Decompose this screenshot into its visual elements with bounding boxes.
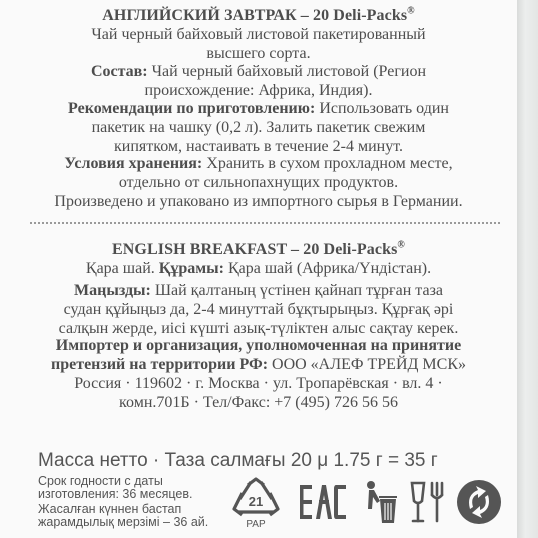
- ru-title: АНГЛИЙСКИЙ ЗАВТРАК – 20 Deli-Packs®: [102, 5, 415, 24]
- dotted-separator: [30, 222, 500, 224]
- importer-line-1: Импортер и организация, уполномоченная на принятие: [55, 337, 462, 354]
- address-line-2: комн.701Б · Тел/Факс: +7 (495) 726 56 56: [119, 394, 398, 411]
- svg-text:21: 21: [248, 494, 264, 509]
- kz-usage: Маңызды: Шай қалтаның үстінен қайнап тұрған таза судан құйыңыз да, 2-4 минуттай бұқтырыңыз. Құрғақ әрі салқын жерде, иісі күшті азық-түліктен алыс сақтау керек.: [58, 282, 459, 337]
- ru-storage-label: Условия хранения:: [64, 155, 203, 172]
- kz-composition-label: Құрамы:: [158, 260, 224, 277]
- shelf-life-kz: Жасалған күннен бастап жарамдылық мерзімі – 36 ай.: [38, 502, 209, 529]
- food-safe-glass-fork-icon: [410, 481, 446, 523]
- ru-desc-line-1: Чай черный байховый листовой пакетированный: [91, 26, 426, 43]
- address-line-1: Россия · 119602 · г. Москва · ул. Тропарёвская · вл. 4 ·: [74, 375, 443, 392]
- ru-recommend-label: Рекомендации по приготовлению:: [68, 100, 316, 117]
- package-edge: [517, 0, 538, 538]
- recycle-21-pap-icon: [230, 477, 282, 531]
- kz-section: ENGLISH BREAKFAST – 20 Deli-Packs® Қара шай. Құрамы: Қара шай (Африка/Үндістан).: [0, 240, 517, 278]
- svg-text:PAP: PAP: [246, 519, 266, 530]
- ru-composition: Состав: Чай черный байховый листовой (Регион происхождение: Африка, Индия).: [90, 63, 427, 99]
- ru-desc-line-2: высшего сорта.: [206, 45, 311, 62]
- importer-info: Импортер и организация, уполномоченная на принятие претензий на территории РФ: ООО «АЛЕФ ТРЕЙД МСК» Россия · 119602 · г. Москва · ул. Тропарёвская · вл. 4 · комн.701Б · Тел/Факс: +7 (495) 726 56 56: [0, 336, 517, 412]
- eac-mark-icon: [300, 485, 346, 519]
- green-dot-icon: [456, 479, 502, 525]
- ru-origin: Произведено и упаковано из импортного сырья в Германии.: [54, 193, 463, 210]
- net-weight: Масса нетто · Таза салмағы 20 μ 1.75 г = 35 г: [38, 450, 438, 471]
- ru-storage: Условия хранения: Хранить в сухом прохладном месте, отдельно от сильнопахнущих продуктов.: [64, 155, 453, 191]
- kz-title: ENGLISH BREAKFAST – 20 Deli-Packs®: [112, 239, 405, 258]
- kz-usage-label: Маңызды:: [74, 282, 151, 299]
- shelf-life-ru: Срок годности с даты изготовления: 36 месяцев.: [38, 474, 193, 501]
- ru-section: [0, 6, 517, 63]
- tidyman-bin-icon: [362, 479, 400, 525]
- ru-recommendations: Рекомендации по приготовлению: Использовать один пакетик на чашку (0,2 л). Залить пакетик свежим кипятком, настаивать в течение 2-4 минут.: [68, 100, 449, 155]
- ru-composition-label: Состав:: [90, 63, 148, 80]
